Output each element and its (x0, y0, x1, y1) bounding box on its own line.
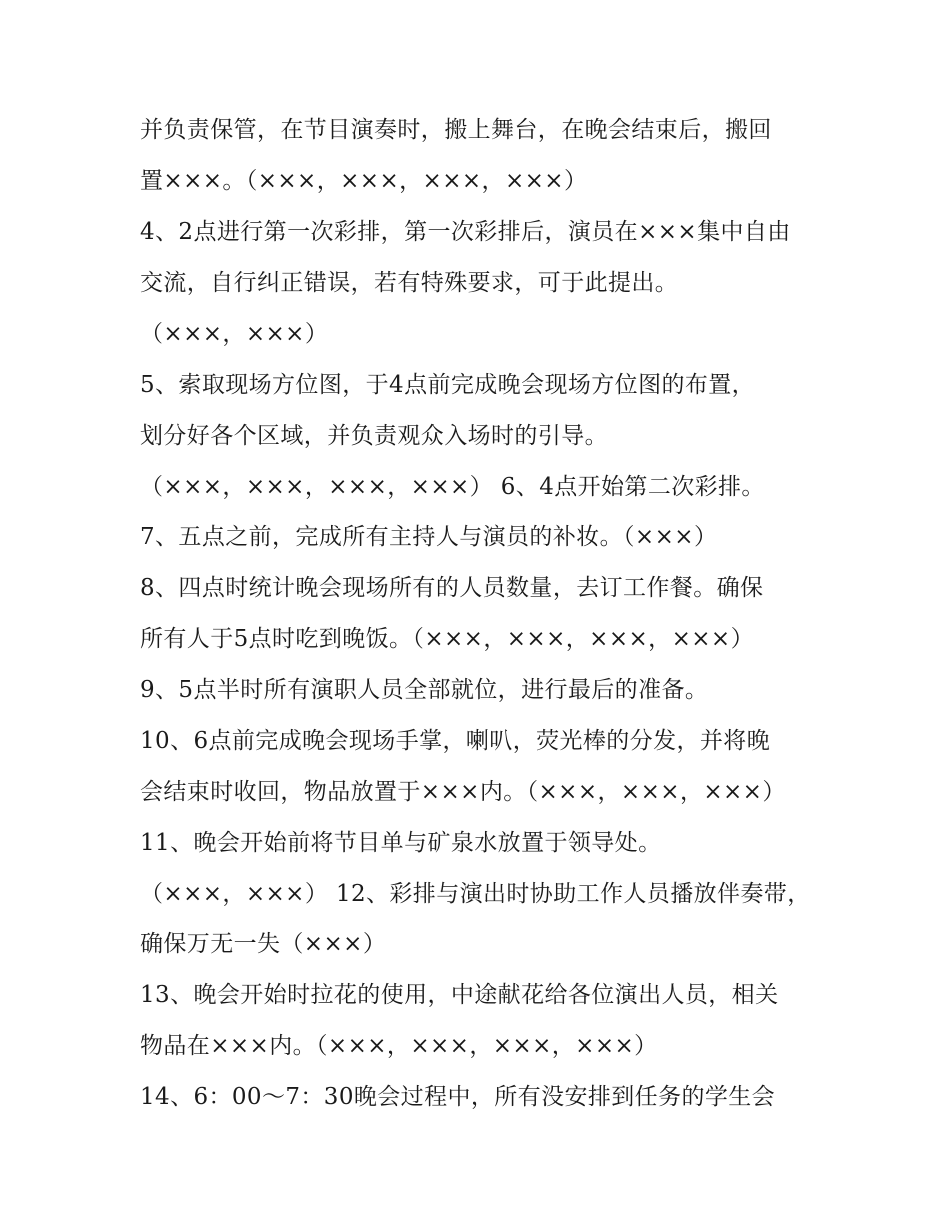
text-line: 并负责保管，在节目演奏时，搬上舞台，在晚会结束后，搬回 (140, 117, 772, 143)
text-line: 10、6点前完成晚会现场手掌，喇叭，荧光棒的分发，并将晚 (140, 728, 771, 754)
text-line: （×××，×××，×××，×××） 6、4点开始第二次彩排。 (140, 474, 765, 500)
text-line: 物品在×××内。（×××，×××，×××，×××） (140, 1033, 658, 1059)
text-line: 确保万无一失（×××） (140, 931, 387, 957)
text-line: （×××，×××） 12、彩排与演出时协助工作人员播放伴奏带， (140, 881, 811, 907)
text-line: 11、晚会开始前将节目单与矿泉水放置于领导处。 (140, 830, 662, 856)
text-line: 13、晚会开始时拉花的使用，中途献花给各位演出人员，相关 (140, 982, 779, 1008)
text-line: （×××，×××） (140, 321, 329, 347)
text-line: 划分好各个区域，并负责观众入场时的引导。 (140, 423, 608, 449)
text-line: 置×××。（×××，×××，×××，×××） (140, 168, 588, 194)
text-line: 9、5点半时所有演职人员全部就位，进行最后的准备。 (140, 677, 709, 703)
text-line: 8、四点时统计晚会现场所有的人员数量，去订工作餐。确保 (140, 575, 764, 601)
text-line: 14、6：00～7：30晚会过程中，所有没安排到任务的学生会 (140, 1084, 776, 1110)
text-line: 交流，自行纠正错误，若有特殊要求，可于此提出。 (140, 270, 679, 296)
text-line: 4、2点进行第一次彩排，第一次彩排后，演员在×××集中自由 (140, 219, 791, 245)
text-line: 会结束时收回，物品放置于×××内。（×××，×××，×××） (140, 779, 786, 805)
text-line: 所有人于5点时吃到晚饭。（×××，×××，×××，×××） (140, 626, 754, 652)
text-line: 5、索取现场方位图，于4点前完成晚会现场方位图的布置， (140, 372, 756, 398)
text-line: 7、五点之前，完成所有主持人与演员的补妆。（×××） (140, 524, 718, 550)
